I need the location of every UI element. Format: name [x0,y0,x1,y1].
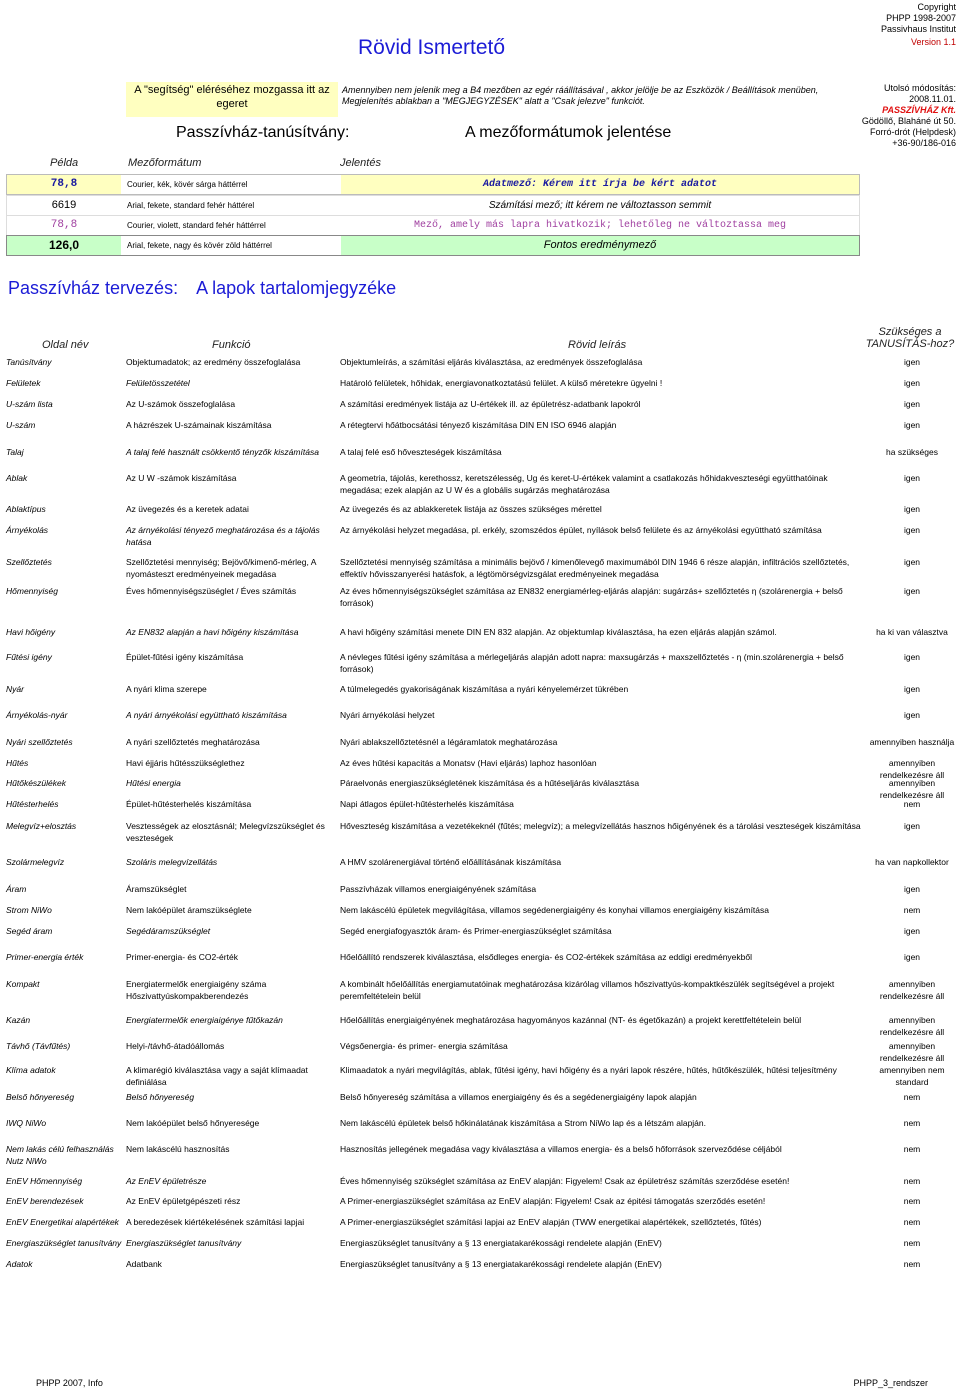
cell-description: A rétegtervi hőátbocsátási tényező kiszámítása DIN EN ISO 6946 alapján [340,420,617,430]
cell-function: Energiatermelők energiaigény száma Hőszivattyúskompakberendezés [126,979,267,1001]
cell-page-name: EnEV Hőmennyiség [6,1176,83,1186]
help-hover-box[interactable]: A "segítség" eléréséhez mozgassa itt az egeret [126,82,338,117]
cell-required: nem [903,1196,921,1206]
footer-left: PHPP 2007, Info [36,1378,103,1388]
cell-page-name: Felületek [6,378,41,388]
cell-description: Energiaszükséglet tanusítvány a § 13 energiatakarékossági rendelete alapján (EnEV) [340,1238,662,1248]
cell-description: Nem lakáscélú épületek belső hőkinálatának kiszámítása a Strom NiWo lap és a létszám alapján. [340,1118,706,1128]
cell-function: A beredezések kiértékelésének számítási lapjai [126,1217,305,1227]
cell-function: Nem lakóépület áramszükséglete [126,905,252,915]
cell-required: nem [903,1144,921,1154]
cell-function: Épület-hűtésterhelés kiszámítása [126,799,252,809]
cell-required: ha szükséges [886,447,938,457]
cell-function: Objektumadatok; az eredmény összefoglalása [126,357,301,367]
cell-description: Hőveszteség kiszámítása a vezetékeknél (fűtés; melegvíz); a melegvízellátás hasznos hőigényének és a tárolási veszteségek kiszámítása [340,821,861,831]
cell-function: Az EnEV épületgépészeti rész [126,1196,241,1206]
cell-page-name: Árnyékolás [6,525,49,535]
cell-required: igen [903,557,921,567]
cell-required: nem [903,1092,921,1102]
cell-function: Szellőztetési mennyiség; Bejövő/kimenő-mérleg, A nyomásteszt eredményeinek megadása [126,557,316,579]
cell-function: Épület-fűtési igény kiszámítása [126,652,244,662]
cell-page-name: Távhő (Távfűtés) [6,1041,71,1051]
cell-page-name: Belső hőnyereség [6,1092,75,1102]
cell-page-name: Ablak [6,473,28,483]
cell-function: Havi éjjáris hűtésszükséglethez [126,758,245,768]
cell-page-name: Klíma adatok [6,1065,56,1075]
col-header-required: Szükséges a TANUSÍTÁS-hoz? [865,326,955,350]
cell-function: Az árnyékolási tényező meghatározása és a tájolás hatása [126,525,320,547]
cell-description: Az üvegezés és az ablakkeretek listája az összes szükséges mérettel [340,504,602,514]
legend-row-input: 78,8 Courier, kék, kövér sárga háttérrel Adatmező: Kérem itt írja be kért adatot [6,174,860,195]
cell-page-name: Hőmennyiség [6,586,58,596]
cell-page-name: Energiaszükséglet tanusítvány [6,1238,122,1248]
cell-page-name: U-szám lista [6,399,53,409]
cell-page-name: Hűtésterhelés [6,799,59,809]
legend-header-meaning: Jelentés [340,157,381,169]
cell-required: nem [903,1217,921,1227]
certificate-subtitle: Passzívház-tanúsítvány: [176,124,350,141]
cell-page-name: Áram [6,884,27,894]
cell-function: Primer-energia- és CO2-érték [126,952,238,962]
cell-function: A talaj felé használt csökkentő tényzők kiszámítása [126,447,319,457]
cell-required: amennyiben rendelkezésre áll [879,778,945,800]
cell-function: Nem lakáscélú hasznosítás [126,1144,230,1154]
contact-info: Utolsó módosítás: 2008.11.01. PASSZÍVHÁZ Kft. Gödöllő, Blaháné út 50. Forró-drót (Helpdesk) +36-90/186-016 [861,83,956,148]
cell-page-name: Adatok [6,1259,33,1269]
cell-description: Energiaszükséglet tanusítvány a § 13 energiatakarékossági rendelete alapján (EnEV) [340,1259,662,1269]
cell-function: A nyári klima szerepe [126,684,207,694]
cell-description: A talaj felé eső hőveszteségek kiszámítása [340,447,502,457]
cell-required: nem [903,905,921,915]
col-header-function: Funkció [212,339,251,351]
cell-function: Hűtési energia [126,778,181,788]
cell-function: A klimarégió kiválasztása vagy a saját klímaadat definiálása [126,1065,308,1087]
col-header-description: Rövid leírás [568,339,627,351]
cell-function: A nyári árnyékolási együttható kiszámítása [126,710,287,720]
cell-page-name: IWQ NiWo [6,1118,47,1128]
cell-required: igen [903,821,921,831]
cell-page-name: U-szám [6,420,36,430]
cell-required: amennyiben rendelkezésre áll [879,758,945,780]
cell-function: Az EN832 alapján a havi hőigény kiszámítása [126,627,299,637]
comments-note: Amennyiben nem jelenik meg a B4 mezőben az egér ráállításával , akkor jelölje be az Eszközök / Beállítások menüben, Megjelenítés ablakban a "MEGJEGYZÉSEK" alatt a "Csak jelezve" funkciót. [342,85,819,106]
cell-function: A nyári szellőztetés meghatározása [126,737,260,747]
copyright: Copyright PHPP 1998-2007 Passivhaus Institut [880,2,956,34]
cell-page-name: Segéd áram [6,926,53,936]
cell-page-name: Nem lakás célú felhasználás Nutz NiWo [6,1144,114,1166]
cell-page-name: EnEV Energetikai alapértékek [6,1217,119,1227]
cell-required: amennyiben használja [869,737,955,747]
cell-description: A havi hőigény számítási menete DIN EN 832 alapján. Az objektumlap kiválasztása, ha ezen eljárás alapján számol. [340,627,777,637]
cell-page-name: Szellőztetés [6,557,52,567]
cell-required: nem [903,1176,921,1186]
cell-description: Belső hőnyereség számítása a villamos energiaigény és és a segédenergiaigény lapok alapján [340,1092,697,1102]
cell-required: nem [903,1118,921,1128]
cell-function: Vesztességek az elosztásnál; Melegvízszükséglet és veszteségek [126,821,325,843]
cell-required: igen [903,710,921,720]
cell-description: Hőelőállító rendszerek kiválasztása, elsődleges energia- és CO2-értékek számítása az eddigi eredményekből [340,952,752,962]
legend-row-calc: 6619 Arial, fekete, standard fehér háttérel Számítási mező; itt kérem ne változtasson semmit [6,195,860,216]
cell-function: Felületösszetétel [126,378,190,388]
cell-function: Helyi-/távhő-átadóállomás [126,1041,225,1051]
cell-required: nem [903,1259,921,1269]
cell-function: Az U-számok összefoglalása [126,399,236,409]
cell-function: Belső hőnyereség [126,1092,195,1102]
cell-required: igen [903,473,921,483]
cell-description: Segéd energiafogyasztók áram- és Primer-energiaszükséglet számítása [340,926,612,936]
cell-description: Végsőenergia- és primer- energia számítása [340,1041,508,1051]
cell-page-name: Primer-energia érték [6,952,84,962]
cell-page-name: Tanúsítvány [6,357,52,367]
cell-function: Nem lakóépület belső hőnyeresége [126,1118,260,1128]
legend-row-result: 126,0 Arial, fekete, nagy és kövér zöld háttérrel Fontos eredménymező [6,235,860,256]
cell-required: igen [903,504,921,514]
cell-description: Éves hőmennyiség szükséglet számítása az EnEV alapján: Figyelem! Csak az épületrész számítás szerződése esetén! [340,1176,790,1186]
cell-description: Passzívházak villamos energiaigényének számítása [340,884,537,894]
cell-page-name: Melegvíz+elosztás [6,821,77,831]
cell-required: ha van napkollektor [875,857,949,867]
cell-function: Az EnEV épületrésze [126,1176,207,1186]
cell-function: Szoláris melegvízellátás [126,857,218,867]
cell-description: A HMV szolárenergiával történő előállításának kiszámítása [340,857,562,867]
cell-description: Az árnyékolási helyzet megadása, pl. erkély, szomszédos épület, nyílások belső felülete és az árnyékolási együttható számítása [340,525,822,535]
cell-required: igen [903,420,921,430]
cell-required: nem [903,1238,921,1248]
cell-page-name: Ablaktípus [6,504,46,514]
cell-required: amennyiben rendelkezésre áll [879,979,945,1001]
cell-description: Objektumleírás, a számítási eljárás kiválasztása, az eredmények összefoglalása [340,357,643,367]
cell-description: Határoló felületek, hőhidak, energiavonatkoztatású felület. A külső méretekre ügyelni ! [340,378,663,388]
cell-description: Hőelőállítás energiaigényének meghatározása hagyományos kazánnal (NT- és égetőkazán) a projekt kerettfeltételein belül [340,1015,802,1025]
cell-required: amennyiben rendelkezésre áll [879,1015,945,1037]
cell-description: Az éves hőmennyiségszükséglet számítása az EN832 energiamérleg-eljárás alapján: sugárzás+ szellőztetés η (szolárenergia + belső források) [340,586,843,608]
cell-description: Nyári árnyékolási helyzet [340,710,435,720]
cell-description: Páraelvonás energiaszükségletének kiszámítása és a hűtéseljárás kiválasztása [340,778,640,788]
section-title: Passzívház tervezés: A lapok tartalomjegyzéke [8,278,397,298]
cell-function: Energiaszükséglet tanusítvány [126,1238,242,1248]
page-title: Rövid Ismertető [358,36,506,59]
cell-required: igen [903,525,921,535]
cell-function: Segédáramszükséglet [126,926,211,936]
cell-page-name: Nyár [6,684,24,694]
cell-required: ha ki van választva [876,627,948,637]
cell-required: igen [903,399,921,409]
cell-page-name: Nyári szellőztetés [6,737,73,747]
cell-description: A túlmelegedés gyakoriságának kiszámítása a nyári kényelemérzet tükrében [340,684,629,694]
cell-description: Nyári ablakszellőztetésnél a légáramlatok meghatározása [340,737,558,747]
cell-function: Adatbank [126,1259,162,1269]
cell-required: igen [903,952,921,962]
cell-required: igen [903,684,921,694]
cell-function: Éves hőmennyiségszüséglet / Éves számítás [126,586,297,596]
cell-description: Nem lakáscélú épületek megvilágítása, villamos segédenergiaigény és konyhai villamos energiaigény kiszámítása [340,905,770,915]
cell-page-name: Fűtési igény [6,652,52,662]
cell-function: Energiatermelők energiaigénye fűtőkazán [126,1015,283,1025]
cell-page-name: Árnyékolás-nyár [6,710,68,720]
formats-subtitle: A mezőformátumok jelentése [465,124,672,141]
cell-function: Az U W -számok kiszámítása [126,473,237,483]
cell-description: A Primer-energiaszükséglet számítási lapjai az EnEV alapján (TWW energetikai alapértékek, szellőztetés, fűtés) [340,1217,762,1227]
cell-page-name: Havi hőigény [6,627,56,637]
cell-required: nem [903,799,921,809]
cell-required: igen [903,378,921,388]
cell-description: Napi átlagos épület-hűtésterhelés kiszámítása [340,799,514,809]
cell-required: amennyiben rendelkezésre áll [879,1041,945,1063]
cell-page-name: Hűtés [6,758,29,768]
cell-page-name: Kompakt [6,979,40,989]
cell-function: Áramszükséglet [126,884,187,894]
cell-page-name: Kazán [6,1015,31,1025]
legend-row-link: 78,8 Courier, violett, standard fehér háttérrel Mező, amely más lapra hivatkozik; lehetőleg ne változtassa meg [6,215,860,236]
footer-right: PHPP_3_rendszer [853,1378,928,1388]
cell-required: amennyiben nem standard [879,1065,945,1087]
cell-required: igen [903,652,921,662]
cell-description: A Primer-energiaszükséglet számítása az EnEV alapján: Figyelem! Csak az épitési támogatás szerződés esetén! [340,1196,766,1206]
col-header-page: Oldal név [42,339,89,351]
cell-description: Szellőztetési mennyiség számítása a minimális bejövő / kimenőlevegő maximumából DIN 1946 6 része alapján, infiltrációs szellőztetés, effektív hővisszanyerési hatásfok, a légtömörségvizsgálat eredményeinek megadása [340,557,850,579]
cell-function: Az üvegezés és a keretek adatai [126,504,249,514]
cell-description: A kombinált hőelőállítás energiamutatóinak meghatározása kizárólag villamos hőszivattyús-kompaktkészülék segítségével a projekt peremfeltételein belül [340,979,835,1001]
legend-header-format: Mezőformátum [128,157,202,169]
cell-required: igen [903,926,921,936]
cell-required: igen [903,586,921,596]
cell-page-name: EnEV berendezések [6,1196,84,1206]
cell-page-name: Hűtőkészülékek [6,778,67,788]
cell-description: A geometria, tájolás, kerethossz, keretszélesség, Ug és keret-U-értékek valamint a csatlakozás hőhidakveszteségi együtthatóinak megadása; ezek alapján az U W és a globális sugárzás meghatározása [340,473,828,495]
cell-page-name: Strom NiWo [6,905,52,915]
cell-description: Hasznosítás jellegének megadása vagy kiválasztása a villamos energia- és a belső hőforrások szerveződése céljából [340,1144,782,1154]
cell-page-name: Szolármelegvíz [6,857,65,867]
version-label: Version 1.1 [910,37,956,47]
cell-required: igen [903,884,921,894]
cell-description: Klimaadatok a nyári megvilágítás, ablak, fűtési igény, havi hőigény és a nyári lapok részére, hűtés, hűtőkészülék, hűtési teljesítmény [340,1065,837,1075]
cell-required: igen [903,357,921,367]
cell-function: A házrészek U-számainak kiszámítása [126,420,272,430]
cell-description: Az éves hűtési kapacitás a Monatsv (Havi eljárás) laphoz hasonlóan [340,758,597,768]
cell-page-name: Talaj [6,447,24,457]
cell-description: A névleges fűtési igény számítása a mérlegeljárás alapján adott napra: maxsugárzás + maxszellőztetés - η (min.szolárenergia + belső források) [340,652,844,674]
cell-description: A számítási eredmények listája az U-értékek ill. az épületrész-adatbank lapokról [340,399,641,409]
legend-header-example: Példa [50,157,79,169]
